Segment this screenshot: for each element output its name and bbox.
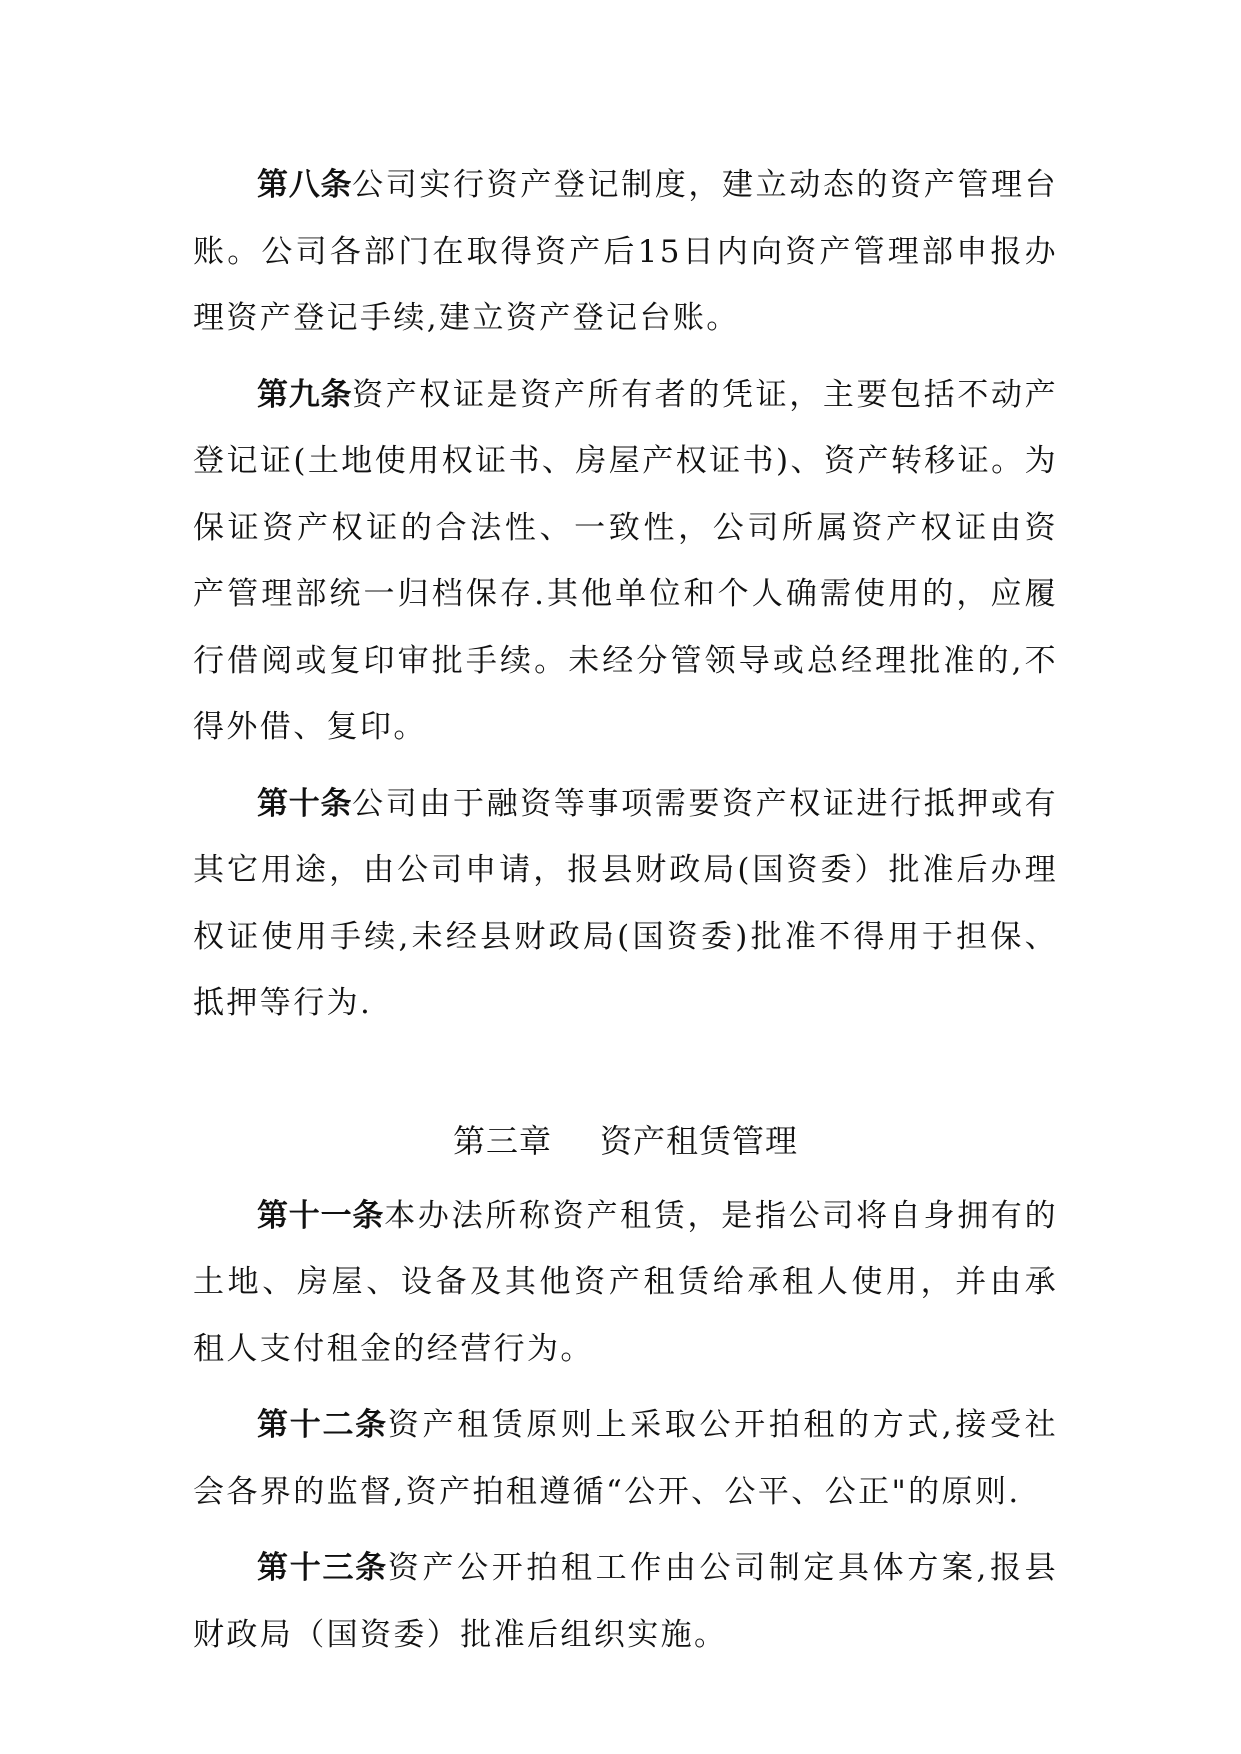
article-9 bbox=[193, 362, 1058, 761]
article-text: 资产权证是资产所有者的凭证，主要包括不动产登记证(土地使用权证书、房屋产权证书)、资产转移证。为保证资产权证的合法性、一致性，公司所属资产权证由资产管理部统一归档保存.其他单位和个人确需使用的，应履行借阅或复印审批手续。未经分管领导或总经理批准的,不得外借、复印。 bbox=[193, 376, 1058, 745]
article-10 bbox=[193, 771, 1058, 1037]
article-text: 公司由于融资等事项需要资产权证进行抵押或有其它用途，由公司申请，报县财政局(国资委）批准后办理权证使用手续,未经县财政局(国资委)批准不得用于担保、抵押等行为. bbox=[193, 785, 1058, 1021]
chapter-number: 第三章 bbox=[452, 1121, 552, 1160]
article-number: 第十三条 bbox=[257, 1550, 388, 1586]
article-number: 第八条 bbox=[257, 167, 353, 203]
article-number: 第十条 bbox=[257, 785, 353, 822]
chapter-heading bbox=[193, 1119, 1058, 1163]
article-text: 本办法所称资产租赁，是指公司将自身拥有的土地、房屋、设备及其他资产租赁给承租人使用，并由承租人支付租金的经营行为。 bbox=[193, 1197, 1058, 1367]
article-number: 第九条 bbox=[257, 376, 353, 413]
article-8 bbox=[193, 152, 1058, 352]
article-number: 第十二条 bbox=[257, 1407, 388, 1443]
article-text: 资产公开拍租工作由公司制定具体方案,报县财政局（国资委）批准后组织实施。 bbox=[193, 1550, 1059, 1653]
document-body bbox=[193, 152, 1058, 1668]
article-number: 第十一条 bbox=[257, 1197, 385, 1234]
article-text: 公司实行资产登记制度，建立动态的资产管理台账。公司各部门在取得资产后15日内向资产管理部申报办理资产登记手续,建立资产登记台账。 bbox=[193, 167, 1058, 336]
chapter-title: 资产租赁管理 bbox=[600, 1121, 799, 1160]
article-text: 资产租赁原则上采取公开拍租的方式,接受社会各界的监督,资产拍租遵循“公开、公平、公正"的原则. bbox=[193, 1407, 1059, 1510]
article-12 bbox=[193, 1392, 1058, 1525]
article-13 bbox=[193, 1535, 1058, 1668]
article-11 bbox=[193, 1183, 1058, 1383]
